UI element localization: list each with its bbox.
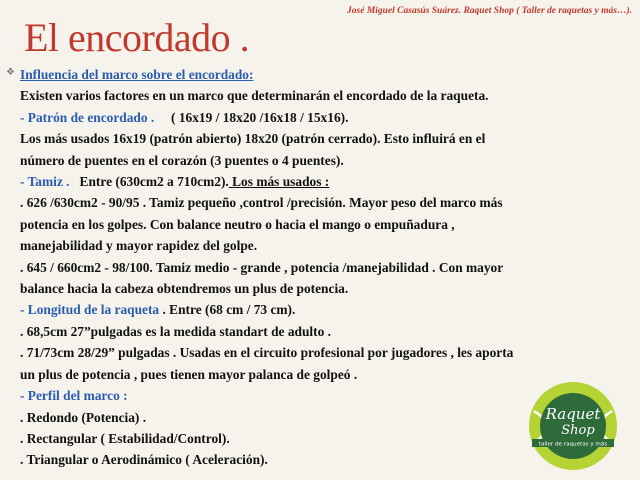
logo-text-raquet: Raquet [545, 405, 601, 423]
text-line: . Redondo (Potencia) . [20, 409, 147, 425]
text-line: . Triangular o Aerodinámico ( Aceleración). [20, 452, 268, 468]
logo-tagline: taller de raquetas y más [538, 441, 608, 448]
text-line: manejabilidad y mayor rapidez del golpe. [20, 238, 258, 254]
subheading-pattern: - Patrón de encordado . [20, 109, 155, 125]
text-line [20, 299, 632, 320]
text-line: . 626 /630cm2 - 90/95 . Tamiz pequeño ,control /precisión. Mayor peso del marco más [20, 195, 503, 211]
subheading-tamiz: - Tamiz . [20, 174, 70, 190]
logo-text-shop: Shop [561, 423, 595, 438]
text-line: un plus de potencia , pues tienen mayor palanca de golpeó . [20, 366, 358, 382]
length-range: . Entre (68 cm / 73 cm). [159, 302, 296, 318]
text-line: potencia en los golpes. Con balance neutro o hacia el mango o empuñadura , [20, 216, 455, 232]
text-line [20, 107, 632, 128]
bullet-icon: ❖ [6, 67, 15, 78]
subheading-profile: - Perfil del marco : [20, 388, 128, 404]
text-line: . 71/73cm 28/29” pulgadas . Usadas en el circuito profesional por jugadores , les aporta [20, 345, 514, 361]
raquet-shop-logo [528, 381, 618, 471]
author-credit: José Miguel Casasús Suárez. Raquet Shop ( Taller de raquetas y más…). [347, 6, 632, 16]
text-line: . Rectangular ( Estabilidad/Control). [20, 430, 230, 446]
subheading-length: - Longitud de la raqueta [20, 302, 160, 318]
text-line: Los más usados 16x19 (patrón abierto) 18x20 (patrón cerrado). Esto influirá en el [20, 131, 486, 147]
text-line: número de puentes en el corazón (3 puentes o 4 puentes). [20, 152, 344, 168]
text-line: balance hacia la cabeza obtendremos un plus de potencia. [20, 281, 349, 297]
slide-title: El encordado . [24, 15, 250, 60]
text-line: . 645 / 660cm2 - 98/100. Tamiz medio - grande , potencia /manejabilidad . Con mayor [20, 259, 504, 275]
tamiz-range: Entre (630cm2 a 710cm2). [79, 174, 229, 190]
pattern-values: ( 16x19 / 18x20 /16x18 / 15x16). [171, 109, 349, 125]
text-line: . 68,5cm 27”pulgadas es la medida standart de adulto . [20, 323, 331, 339]
text-line: Existen varios factores en un marco que determinarán el encordado de la raqueta. [20, 88, 489, 104]
section-heading: Influencia del marco sobre el encordado: [20, 67, 254, 82]
tamiz-most-used: Los más usados : [228, 174, 330, 190]
text-line [20, 171, 632, 192]
